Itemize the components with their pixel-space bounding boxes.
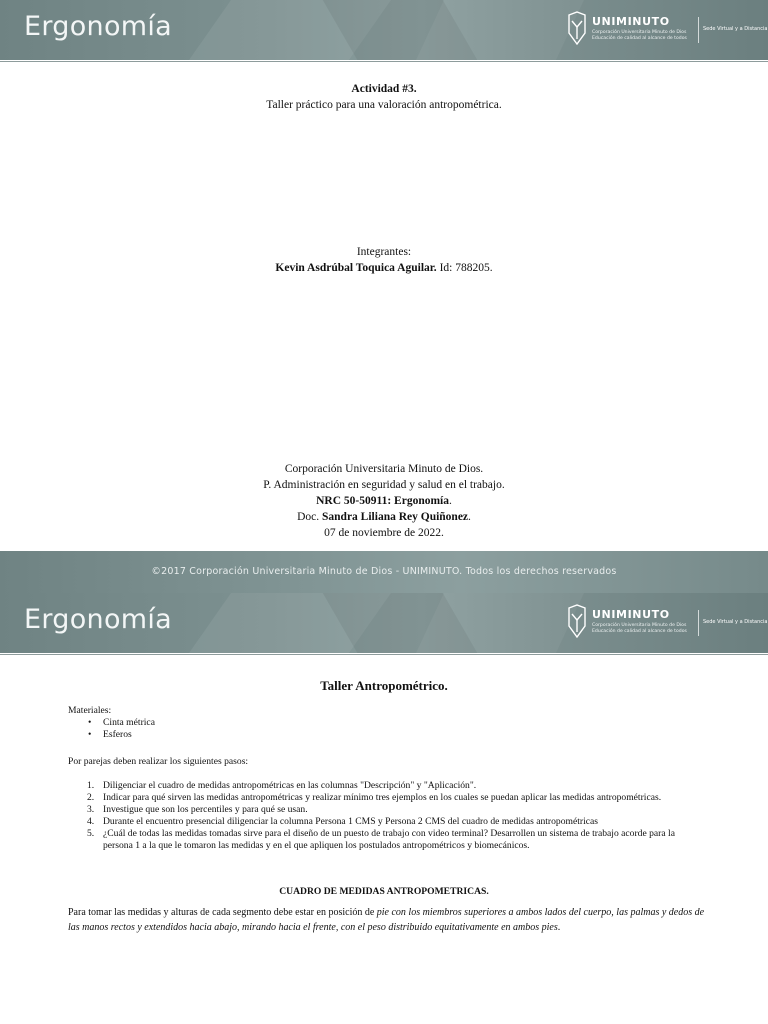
logo-brand: UNIMINUTO <box>592 608 670 621</box>
steps-intro: Por parejas deben realizar los siguientes pasos: <box>68 756 249 767</box>
course-title: Ergonomía <box>24 11 173 42</box>
header-rule <box>0 654 768 655</box>
logo-tagline: Corporación Universitaria Minuto de Dios <box>592 623 687 628</box>
paragraph-italic: pie con los miembros superiores a ambos lados del cuerpo, las palmas y dedos de las manos rectos y extendidos hacia abajo, mirando hacia el frente, con el peso distribuido equitativamente en ambos pies <box>68 907 705 933</box>
logo-tagline: Educación de calidad al alcance de todos <box>592 629 687 634</box>
materials-list <box>68 717 688 741</box>
table-section-title: CUADRO DE MEDIDAS ANTROPOMETRICAS. <box>279 886 489 897</box>
banner-facet <box>416 0 584 60</box>
header-banner <box>0 0 768 60</box>
paragraph-punct: . <box>557 922 561 933</box>
workshop-title: Taller Antropométrico. <box>320 678 448 693</box>
steps-list <box>68 780 688 852</box>
date: 07 de noviembre de 2022. <box>324 527 444 539</box>
uniminuto-logo <box>566 11 766 51</box>
logo-mark-icon <box>566 11 588 45</box>
activity-block <box>0 81 768 113</box>
institution-block <box>0 461 768 541</box>
logo-sede: Sede Virtual y a Distancia <box>703 26 768 32</box>
logo-separator <box>698 17 699 43</box>
list-item <box>68 828 688 852</box>
program-name: P. Administración en seguridad y salud en el trabajo. <box>263 479 505 491</box>
logo-brand: UNIMINUTO <box>592 15 670 28</box>
course-title: Ergonomía <box>24 604 173 635</box>
list-item <box>68 780 688 792</box>
list-item <box>68 804 688 816</box>
materials-label: Materiales: <box>68 705 112 716</box>
copyright-text: ©2017 Corporación Universitaria Minuto de Dios - UNIMINUTO. Todos los derechos reservados <box>151 566 617 577</box>
step-number: 1. <box>87 780 95 791</box>
footer-band <box>0 551 768 593</box>
step-number: 5. <box>87 828 95 839</box>
uniminuto-logo <box>566 604 766 644</box>
paragraph-text: Para tomar las medidas y alturas de cada segmento debe estar en posición de <box>68 907 377 918</box>
step-number: 4. <box>87 816 95 827</box>
list-item: • Esferos <box>103 729 688 741</box>
institution-name: Corporación Universitaria Minuto de Dios. <box>284 463 484 475</box>
activity-title: Actividad #3. <box>351 83 417 95</box>
step-text: ¿Cuál de todas las medidas tomadas sirve para el diseño de un puesto de trabajo con video terminal? Desarrollen un sistema de trabajo acorde para la persona 1 a la que le tomaron las medidas y en el que apliquen los postulados antropométricos y biomecánicos. <box>103 828 675 851</box>
step-text: Durante el encuentro presencial diligenciar la columna Persona 1 CMS y Persona 2 CMS del cuadro de medidas antropométricas <box>103 816 599 827</box>
steps-section <box>68 780 688 852</box>
members-block <box>0 244 768 276</box>
nrc-course: NRC 50-50911: Ergonomía <box>316 495 449 507</box>
member-id: Id: 788205. <box>436 262 493 274</box>
materials-section <box>68 705 688 741</box>
header-rule <box>0 61 768 62</box>
step-number: 3. <box>87 804 95 815</box>
teacher-name: Sandra Liliana Rey Quiñonez <box>322 511 469 523</box>
logo-tagline: Educación de calidad al alcance de todos <box>592 36 687 41</box>
logo-sede: Sede Virtual y a Distancia <box>703 619 768 625</box>
header-banner <box>0 593 768 653</box>
step-text: Investigue que son los percentiles y para qué se usan. <box>103 804 308 815</box>
list-item <box>68 792 688 804</box>
banner-facet <box>416 593 584 653</box>
instructions-paragraph <box>68 905 708 935</box>
step-text: Indicar para qué sirven las medidas antropométricas y realizar mínimo tres ejemplos en los cuales se puedan aplicar las medidas antropométricas. <box>103 792 662 803</box>
step-text: Diligenciar el cuadro de medidas antropométricas en las columnas "Descripción" y "Aplicación". <box>103 780 477 791</box>
logo-tagline: Corporación Universitaria Minuto de Dios <box>592 30 687 35</box>
integrantes-label: Integrantes: <box>356 246 412 258</box>
logo-mark-icon <box>566 604 588 638</box>
teacher-punct: . <box>468 511 471 523</box>
nrc-punct: . <box>449 495 452 507</box>
list-item <box>68 816 688 828</box>
teacher-prefix: Doc. <box>297 511 323 523</box>
step-number: 2. <box>87 792 95 803</box>
logo-separator <box>698 610 699 636</box>
list-item: • Cinta métrica <box>103 717 688 729</box>
member-name: Kevin Asdrúbal Toquica Aguilar. <box>275 262 437 274</box>
activity-subtitle: Taller práctico para una valoración antropométrica. <box>266 99 502 111</box>
